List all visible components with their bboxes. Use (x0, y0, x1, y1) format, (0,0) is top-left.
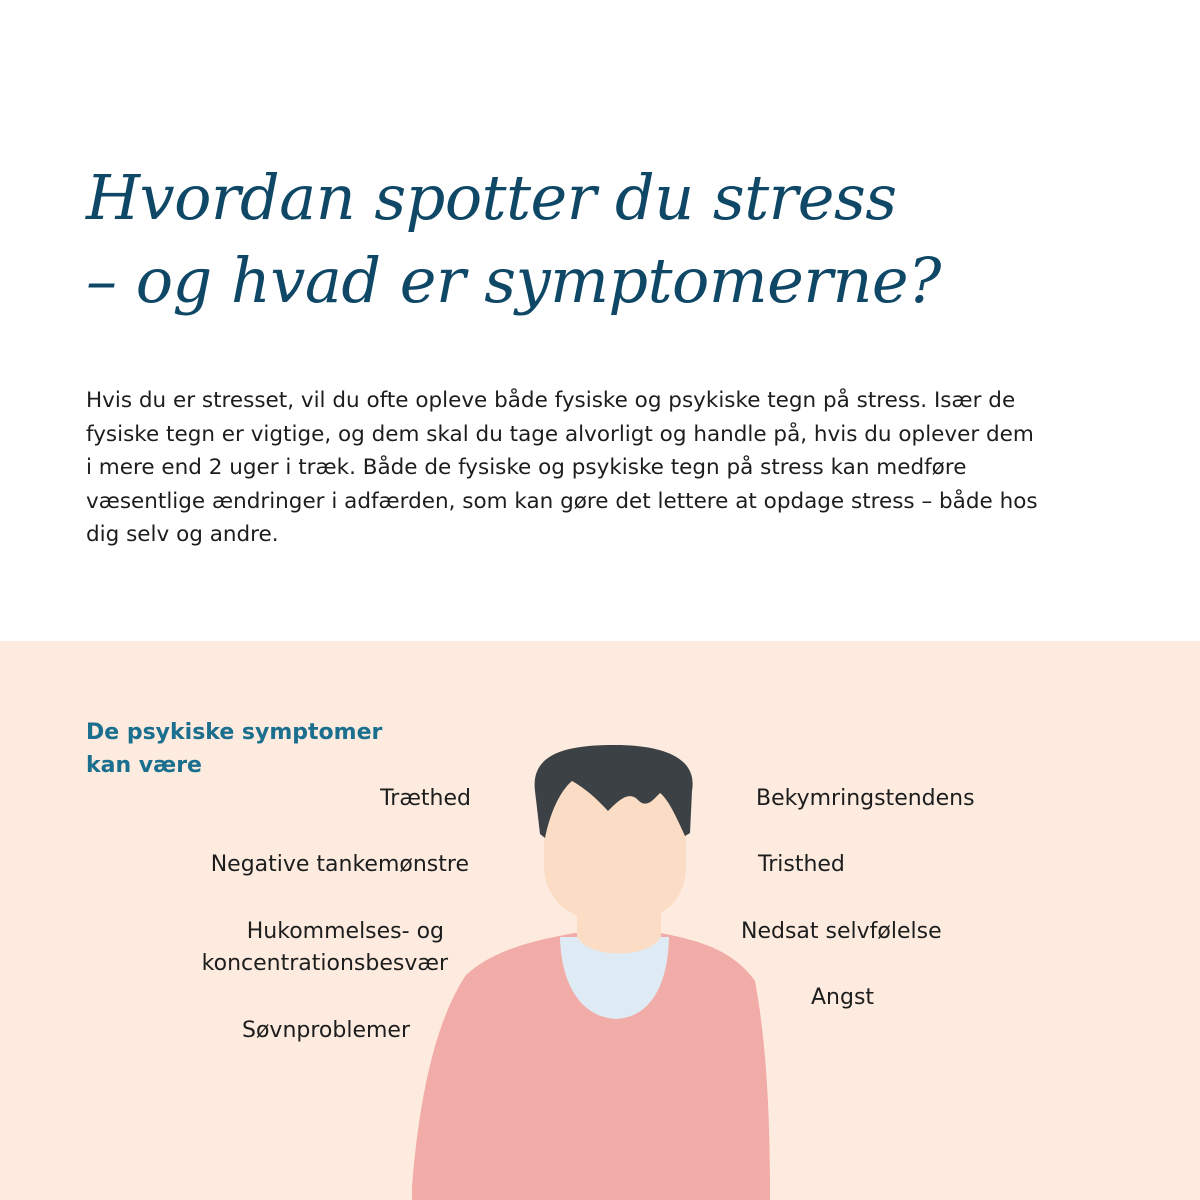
page-title-line-2: – og hvad er symptomerne? (86, 244, 941, 317)
symptoms-heading-line-1: De psykiske symptomer (86, 720, 383, 745)
symptom-hukommelse-line-2: koncentrationsbesvær (201, 951, 448, 976)
symptom-soevnproblemer: Søvnproblemer (242, 1018, 410, 1043)
intro-paragraph (86, 384, 1136, 552)
symptom-hukommelse (202, 916, 448, 980)
page-title-line-1: Hvordan spotter du stress (86, 161, 897, 234)
symptom-tristhed: Tristhed (758, 852, 845, 877)
intro-line: Hvis du er stresset, vil du ofte opleve både fysiske og psykiske tegn på stress. Især de (86, 388, 1016, 413)
symptom-angst: Angst (811, 985, 875, 1010)
intro-line: i mere end 2 uger i træk. Både de fysiske og psykiske tegn på stress kan medføre (86, 455, 967, 480)
symptom-bekymringstendens: Bekymringstendens (756, 786, 975, 811)
symptoms-section (0, 641, 1200, 1200)
symptom-nedsat-selvfoelelse: Nedsat selvfølelse (741, 919, 942, 944)
page-title (86, 156, 941, 322)
symptom-negative-tankemoenstre: Negative tankemønstre (210, 852, 469, 877)
intro-line: dig selv og andre. (86, 522, 279, 547)
intro-line: fysiske tegn er vigtige, og dem skal du tage alvorligt og handle på, hvis du oplever dem (86, 421, 1034, 447)
symptoms-heading (86, 716, 382, 782)
symptoms-heading-line-2: kan være (86, 753, 202, 778)
symptom-hukommelse-line-1: Hukommelses- og (246, 919, 444, 944)
intro-line: væsentlige ændringer i adfærden, som kan gøre det lettere at opdage stress – både hos (86, 488, 1038, 514)
symptom-traethed: Træthed (380, 786, 471, 811)
